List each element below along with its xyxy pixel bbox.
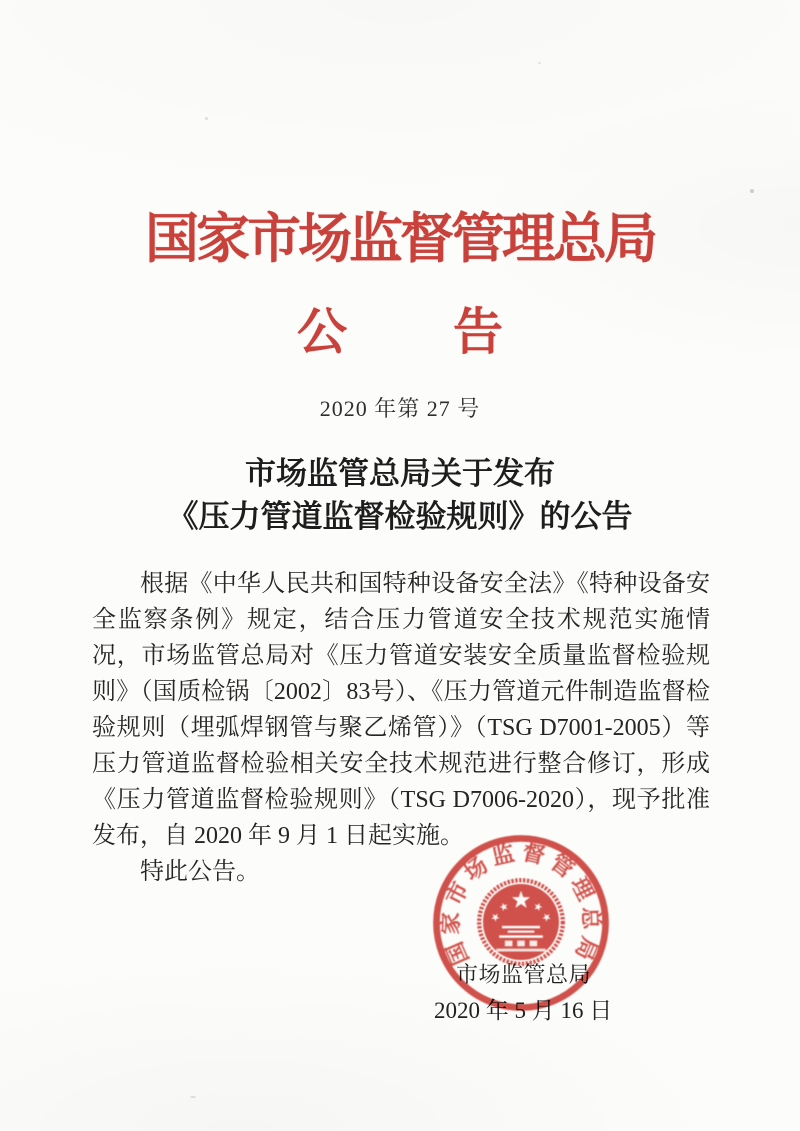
document-title-line1: 市场监管总局关于发布 xyxy=(245,456,555,491)
scan-speck xyxy=(190,1096,196,1098)
scan-speck xyxy=(538,62,541,64)
document-body xyxy=(92,566,710,890)
signature-date: 2020 年 5 月 16 日 xyxy=(434,998,613,1023)
announcement-heading-char: 告 xyxy=(453,304,503,360)
announcement-heading xyxy=(0,292,800,364)
issuing-authority-header: 国家市场监督管理总局 xyxy=(145,209,655,269)
body-paragraph: 根据《中华人民共和国特种设备安全法》《特种设备安全监察条例》规定，结合压力管道安全技术规范实施情况，市场监管总局对《压力管道安装安全质量监督检验规则》（国质检锅〔2002〕83号）、《压力管道元件制造监督检验规则（埋弧焊钢管与聚乙烯管）》（TSG D7001-2005）等压力管道监督检验相关安全技术规范进行整合修订，形成《压力管道监督检验规则》（TSG D7006-2020），现予批准发布，自 2020 年 9 月 1 日起实施。 xyxy=(92,571,710,849)
signature-authority: 市场监管总局 xyxy=(456,962,592,987)
national-emblem-icon xyxy=(479,880,563,964)
scan-speck xyxy=(750,189,754,193)
seal-ring-text: 国家市场监督管理总局 xyxy=(437,839,605,969)
document-title-line2: 《压力管道监督检验规则》的公告 xyxy=(167,499,633,534)
scan-speck xyxy=(205,117,208,120)
closing-paragraph: 特此公告。 xyxy=(140,859,260,885)
document-title xyxy=(0,452,800,538)
document-number: 2020 年第 27 号 xyxy=(319,396,481,421)
official-seal xyxy=(426,828,616,1018)
announcement-heading-char: 公 xyxy=(297,304,347,360)
